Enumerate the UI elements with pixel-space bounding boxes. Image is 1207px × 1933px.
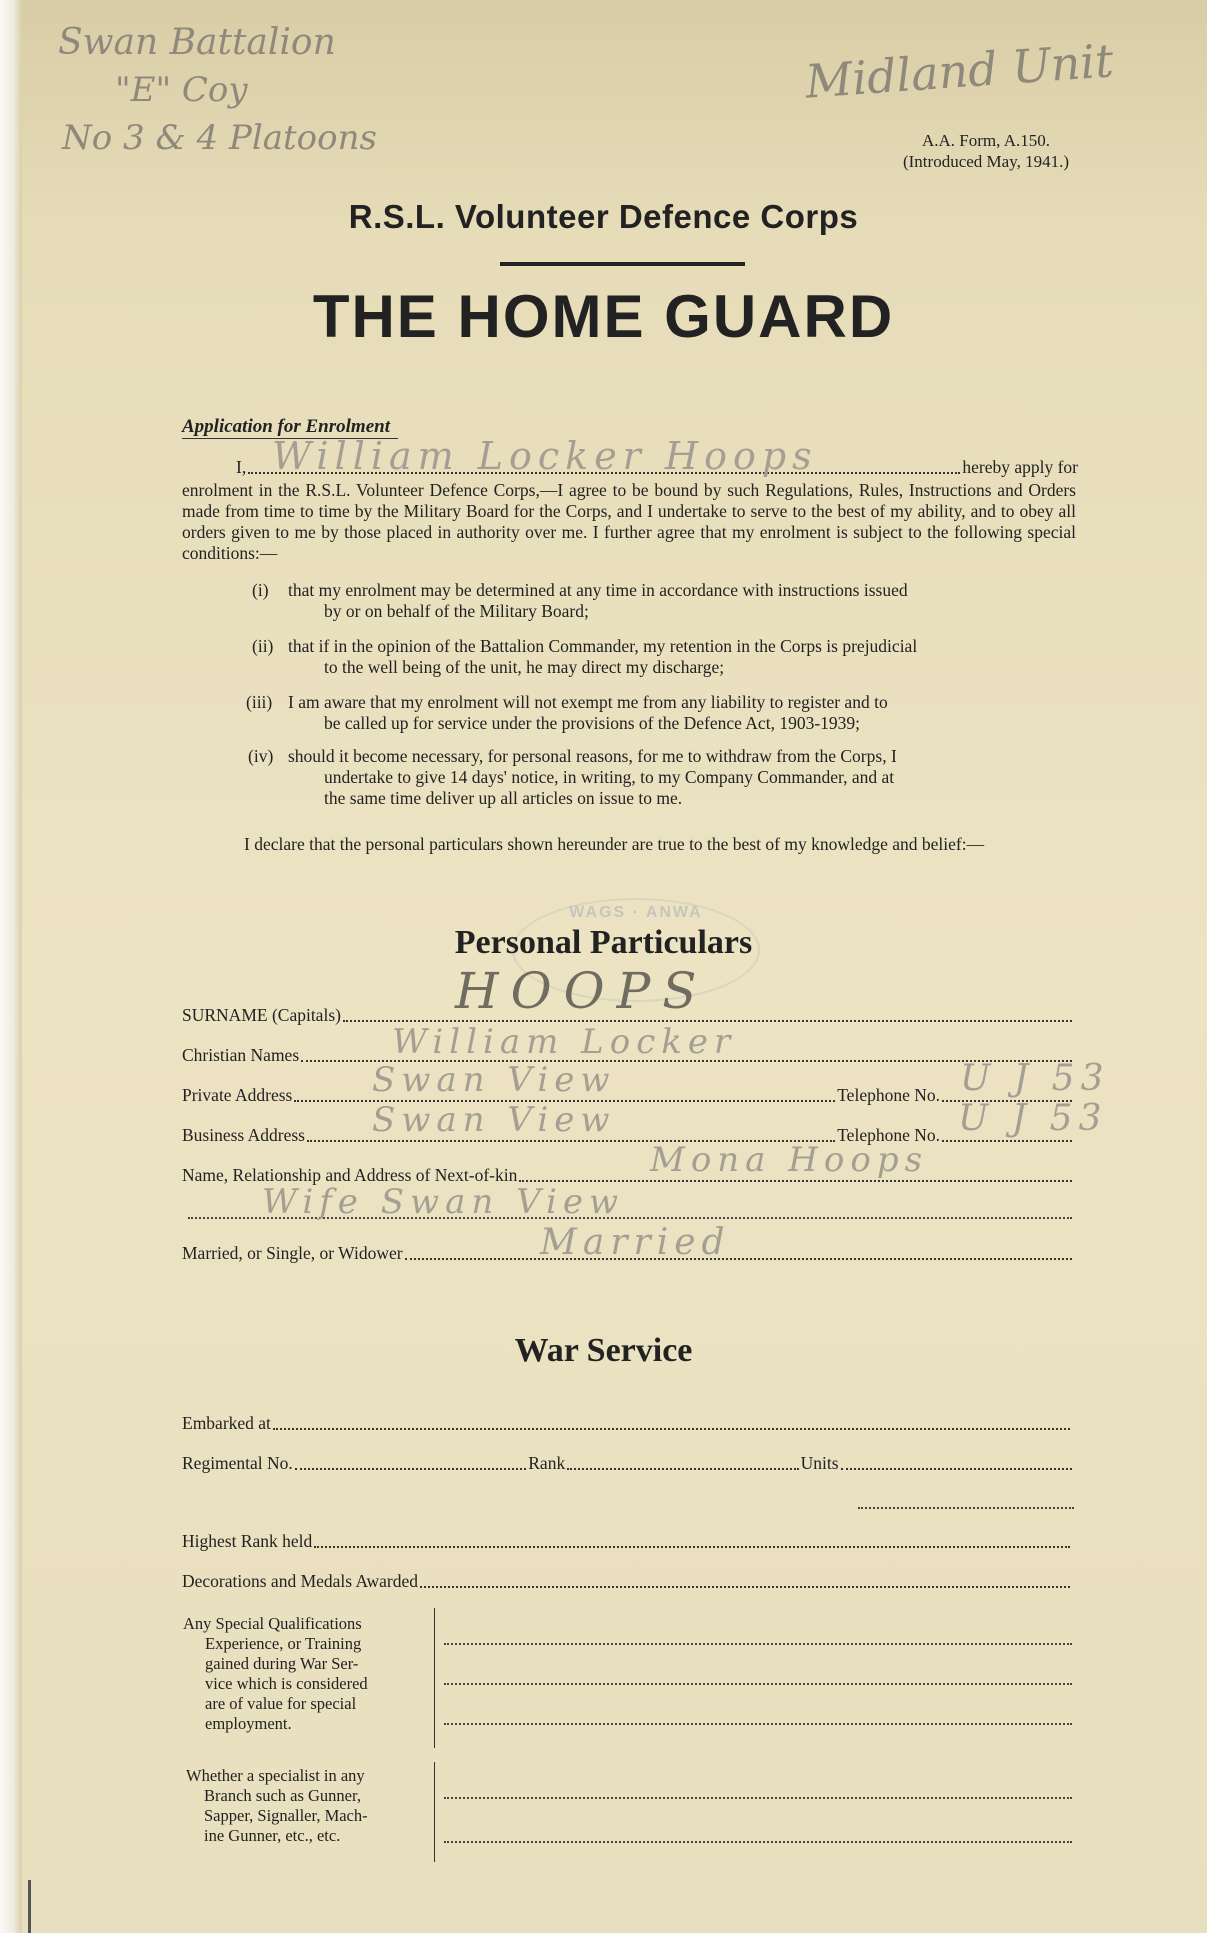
- condition-text: the same time deliver up all articles on issue to me.: [324, 788, 683, 808]
- apply-suffix: hereby apply for: [962, 457, 1078, 477]
- highest-rank-dots: [314, 1545, 1070, 1548]
- private-telephone-label: Telephone No.: [837, 1085, 940, 1105]
- corps-title: R.S.L. Volunteer Defence Corps: [348, 198, 859, 235]
- condition-text: undertake to give 14 days' notice, in writing, to my Company Commander, and at: [324, 767, 895, 787]
- condition-number: (iii): [246, 692, 273, 712]
- condition-2: [252, 636, 1078, 678]
- units-dots: [841, 1467, 1072, 1470]
- personal-particulars-heading: Personal Particulars: [454, 924, 753, 961]
- handwritten-next-of-kin-address: Wife Swan View: [262, 1182, 625, 1222]
- regimental-dots: [295, 1467, 526, 1470]
- condition-3: [246, 692, 1078, 734]
- surname-label: SURNAME (Capitals): [182, 1005, 341, 1025]
- condition-text: I am aware that my enrolment will not exempt me from any liability to register and to: [288, 692, 888, 712]
- qualifications-line: vice which is considered: [205, 1674, 368, 1693]
- handwritten-christian-names: William Locker: [392, 1022, 737, 1062]
- decorations-field: [182, 1568, 1072, 1592]
- qualifications-line: Any Special Qualifications: [183, 1614, 362, 1633]
- highest-rank-field: [182, 1528, 1072, 1552]
- decorations-label: Decorations and Medals Awarded: [182, 1571, 419, 1591]
- handwritten-company: "E" Coy: [115, 70, 248, 110]
- business-telephone-label: Telephone No.: [837, 1125, 940, 1145]
- handwritten-business-telephone: U J 53: [958, 1098, 1108, 1139]
- handwritten-battalion: Swan Battalion: [58, 22, 336, 63]
- condition-text: to the well being of the unit, he may direct my discharge;: [324, 657, 725, 677]
- qualifications-line-3: [444, 1722, 1072, 1725]
- embarked-dots: [273, 1427, 1070, 1430]
- specialist-line: Branch such as Gunner,: [204, 1786, 361, 1805]
- handwritten-platoons: No 3 & 4 Platoons: [62, 118, 377, 158]
- handwritten-business-address: Swan View: [372, 1100, 616, 1140]
- specialist-line-1: [444, 1796, 1072, 1799]
- handwritten-surname: HOOPS: [455, 962, 709, 1020]
- war-service-heading: War Service: [514, 1332, 693, 1369]
- qualifications-line: Experience, or Training: [205, 1634, 362, 1653]
- title-rule: [500, 262, 745, 266]
- highest-rank-label: Highest Rank held: [182, 1531, 313, 1551]
- archive-stamp-text: WAGS · ANWA: [569, 904, 703, 921]
- handwritten-next-of-kin: Mona Hoops: [650, 1140, 929, 1180]
- units-line-2: [858, 1506, 1074, 1509]
- specialist-line-2: [444, 1840, 1072, 1843]
- next-of-kin-label: Name, Relationship and Address of Next-of-kin: [182, 1165, 518, 1185]
- form-reference: [903, 130, 1069, 172]
- enrolment-paragraph: enrolment in the R.S.L. Volunteer Defence Corps,—I agree to be bound by such Regulations, Rules, Instructions and Orders made from time to time by the Military Board for the Corps, and I undertake to serve to the best of my ability, and to obey all orders given to me by those placed in authority over me. I further agree that my enrolment is subject to the following special conditions:—: [182, 480, 1076, 563]
- specialist-line: Sapper, Signaller, Mach-: [204, 1806, 368, 1825]
- christian-names-label: Christian Names: [182, 1045, 300, 1065]
- condition-number: (iv): [248, 746, 274, 766]
- marital-status-dots: [405, 1257, 1072, 1260]
- qualifications-line-2: [444, 1682, 1072, 1685]
- private-address-field: [182, 1082, 1074, 1106]
- rank-dots: [567, 1467, 798, 1470]
- qualifications-text: [183, 1614, 368, 1734]
- business-address-field: [182, 1122, 1074, 1146]
- page-title: THE HOME GUARD: [312, 283, 895, 350]
- embarked-field: [182, 1410, 1072, 1434]
- units-label: Units: [800, 1453, 839, 1473]
- condition-number: (ii): [252, 636, 274, 656]
- form-number: A.A. Form, A.150.: [922, 131, 1050, 150]
- embarked-label: Embarked at: [182, 1413, 271, 1433]
- handwritten-private-address: Swan View: [372, 1060, 616, 1100]
- binding-mark: [28, 1880, 31, 1933]
- condition-number: (i): [252, 580, 269, 600]
- qualifications-line: employment.: [205, 1714, 292, 1733]
- condition-text: that my enrolment may be determined at any time in accordance with instructions issued: [288, 580, 908, 600]
- specialist-text: [186, 1766, 368, 1846]
- business-telephone-dots: [942, 1139, 1072, 1142]
- form-introduced: (Introduced May, 1941.): [902, 152, 1069, 171]
- i-label: I,: [236, 457, 247, 477]
- handwritten-private-telephone: U J 53: [960, 1058, 1110, 1099]
- regimental-field: [182, 1450, 1074, 1474]
- condition-text: should it become necessary, for personal reasons, for me to withdraw from the Corps, I: [288, 746, 897, 766]
- regimental-label: Regimental No.: [182, 1453, 293, 1473]
- condition-1: [252, 580, 1078, 622]
- qualifications-line-1: [444, 1642, 1072, 1645]
- condition-text: that if in the opinion of the Battalion Commander, my retention in the Corps is prejudicial: [288, 636, 918, 656]
- specialist-line: Whether a specialist in any: [186, 1766, 365, 1785]
- specialist-line: ine Gunner, etc., etc.: [204, 1826, 341, 1845]
- rank-label: Rank: [528, 1453, 566, 1473]
- declaration-text: I declare that the personal particulars shown hereunder are true to the best of my knowledge and belief:—: [244, 834, 985, 854]
- handwritten-marital-status: Married: [540, 1222, 731, 1263]
- decorations-dots: [420, 1585, 1070, 1588]
- condition-text: by or on behalf of the Military Board;: [324, 601, 589, 621]
- condition-text: be called up for service under the provisions of the Defence Act, 1903-1939;: [324, 713, 861, 733]
- marital-status-label: Married, or Single, or Widower: [182, 1243, 403, 1263]
- qualifications-brace: [434, 1608, 445, 1748]
- handwritten-unit: Midland Unit: [803, 33, 1116, 109]
- business-address-label: Business Address: [182, 1125, 305, 1145]
- qualifications-line: gained during War Ser-: [205, 1654, 359, 1673]
- private-address-label: Private Address: [182, 1085, 293, 1105]
- handwritten-applicant-name: William Locker Hoops: [272, 434, 818, 478]
- qualifications-line: are of value for special: [205, 1694, 357, 1713]
- condition-4: [248, 746, 1078, 809]
- application-heading: Application for Enrolment: [182, 416, 398, 439]
- specialist-brace: [434, 1762, 445, 1862]
